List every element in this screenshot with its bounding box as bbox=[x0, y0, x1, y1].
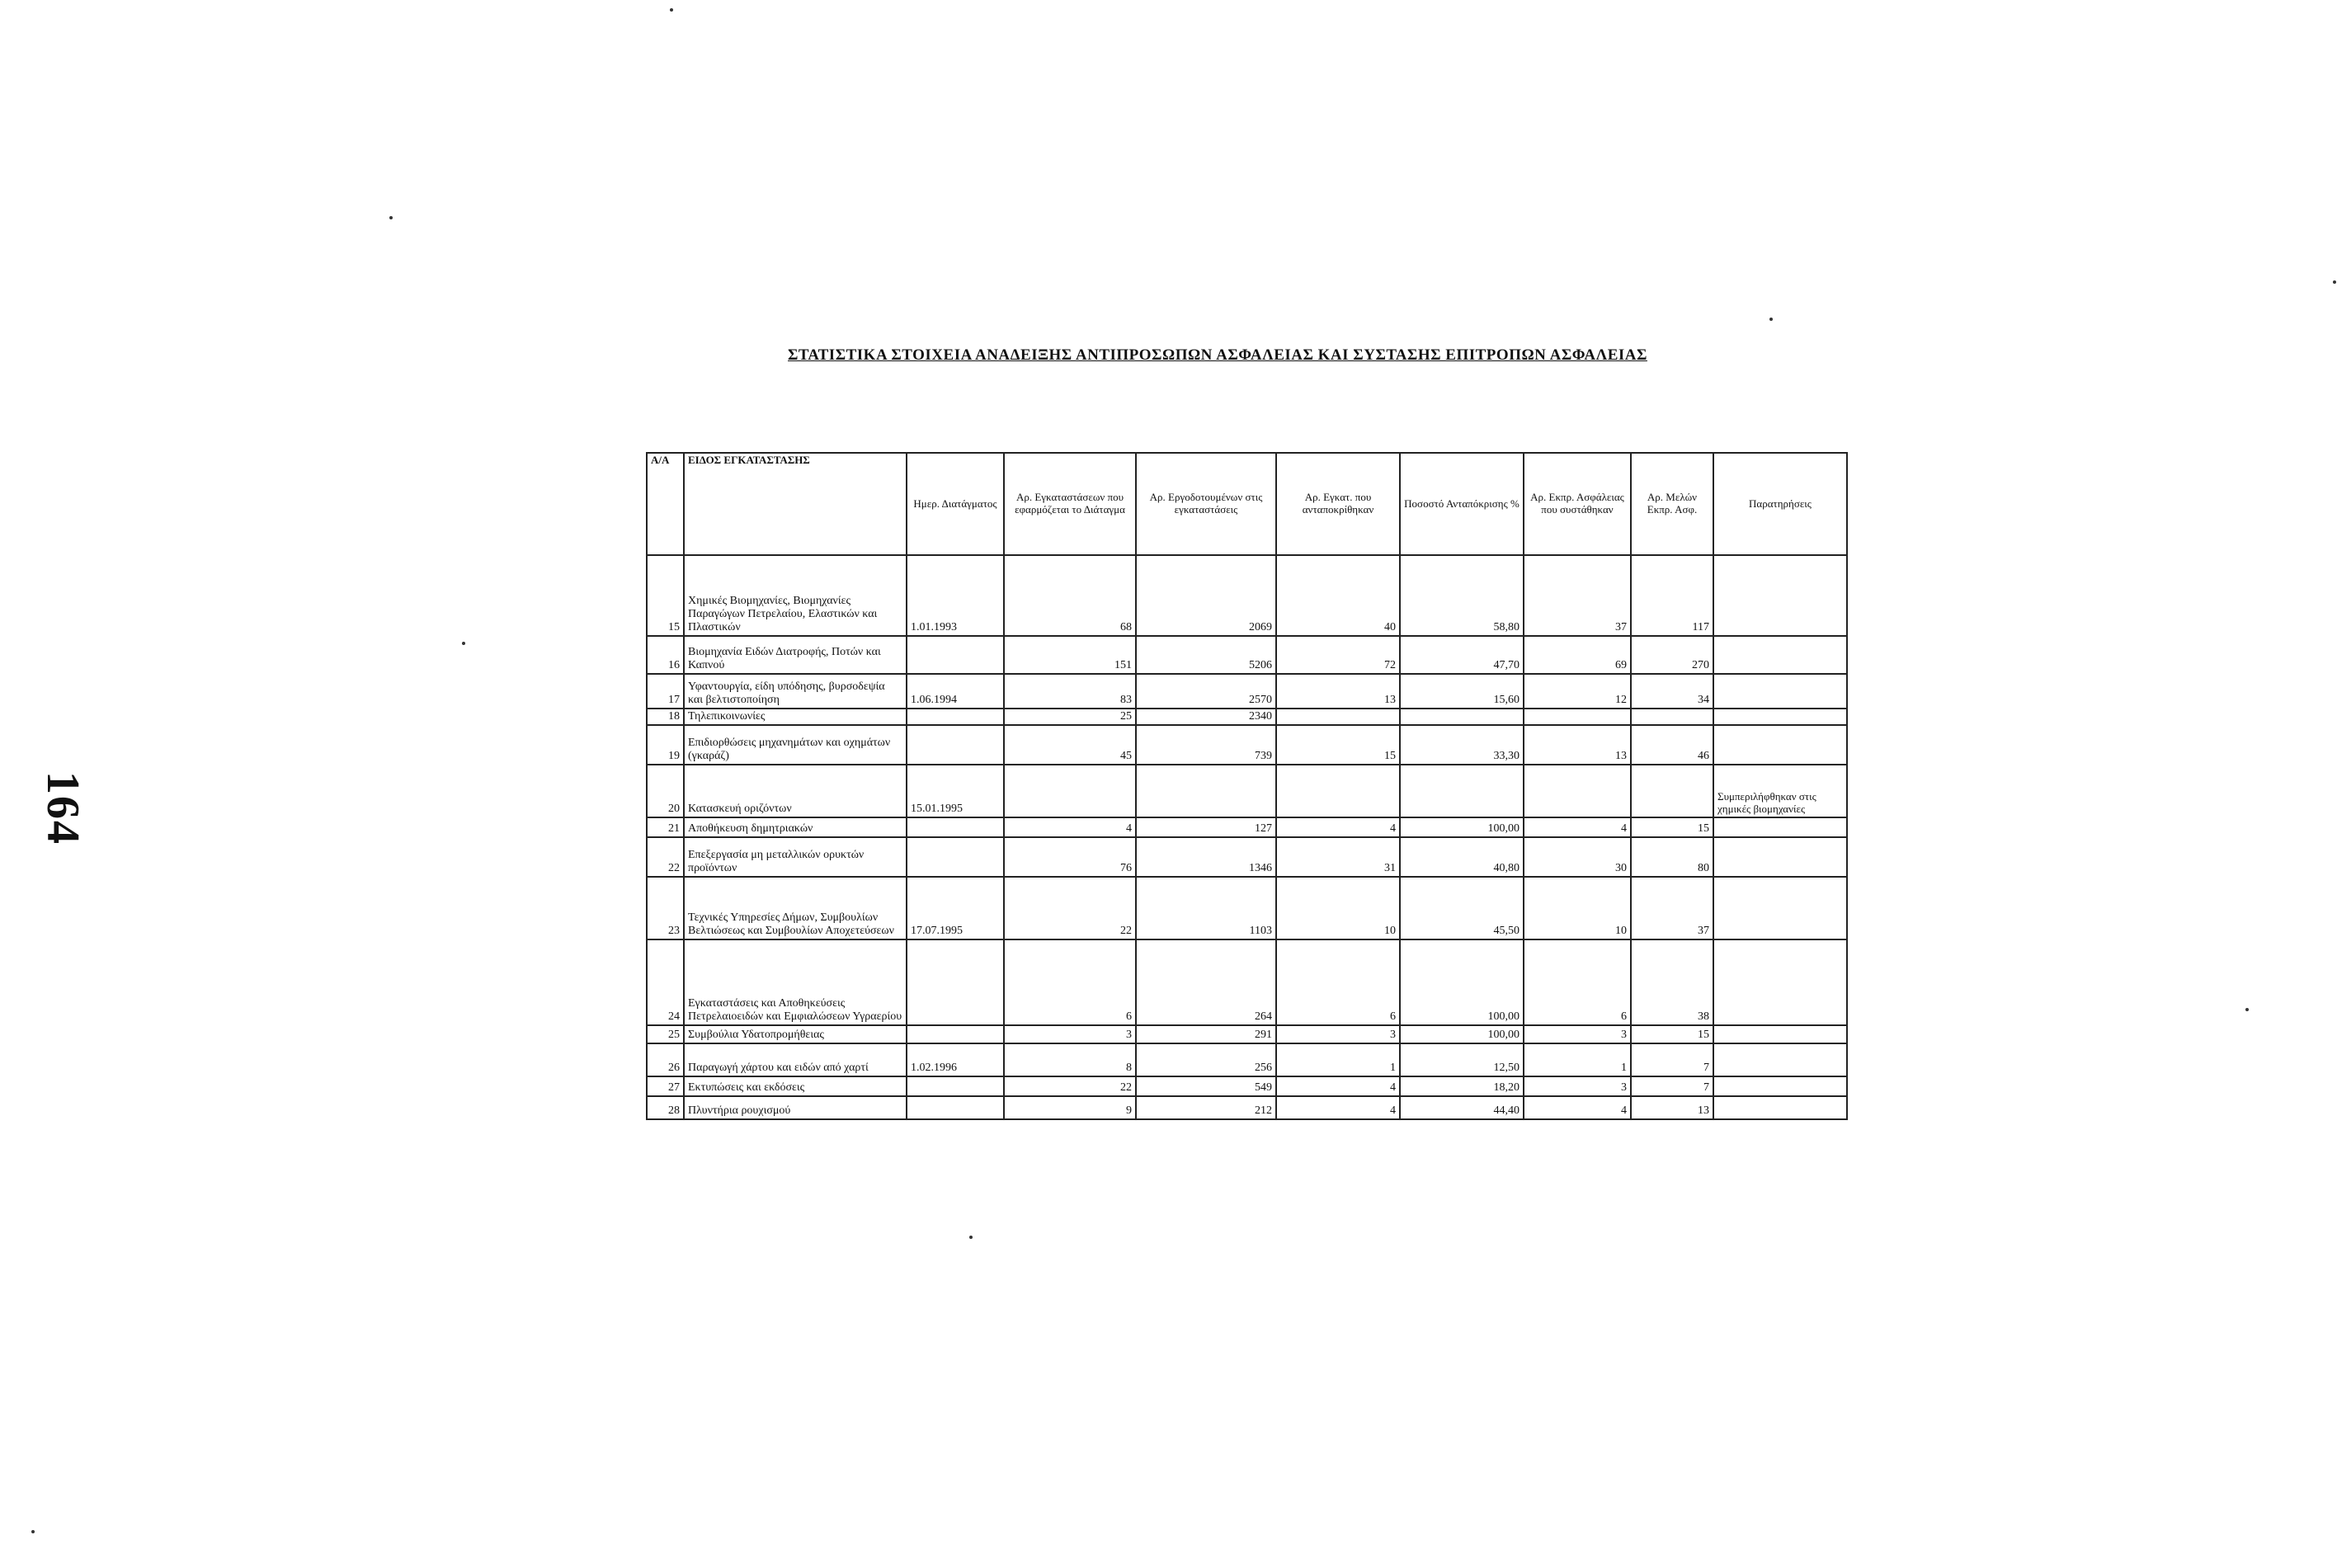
cell-rep-members: 37 bbox=[1631, 877, 1713, 939]
scan-speck bbox=[670, 8, 673, 12]
cell-rep-members: 7 bbox=[1631, 1043, 1713, 1076]
cell-installations-count bbox=[1004, 765, 1136, 817]
scan-speck bbox=[31, 1530, 35, 1533]
cell-installations-count: 4 bbox=[1004, 817, 1136, 837]
cell-responded-count: 3 bbox=[1276, 1025, 1400, 1043]
cell-employees-count bbox=[1136, 765, 1276, 817]
cell-installation-type: Τηλεπικοινωνίες bbox=[684, 709, 907, 725]
cell-rep-members: 117 bbox=[1631, 555, 1713, 636]
cell-safety-reps bbox=[1524, 765, 1631, 817]
header-rep-members: Αρ. Μελών Εκπρ. Ασφ. bbox=[1631, 453, 1713, 555]
cell-responded-count: 1 bbox=[1276, 1043, 1400, 1076]
header-response-percent: Ποσοστό Ανταπόκρισης % bbox=[1400, 453, 1524, 555]
scan-speck bbox=[1769, 318, 1773, 321]
cell-installation-type: Εγκαταστάσεις και Αποθηκεύσεις Πετρελαιοειδών και Εμφιαλώσεων Υγραερίου bbox=[684, 939, 907, 1025]
header-installation-type: ΕΙΔΟΣ ΕΓΚΑΤΑΣΤΑΣΗΣ bbox=[684, 453, 907, 555]
cell-responded-count: 13 bbox=[1276, 674, 1400, 709]
table-row bbox=[647, 837, 1847, 877]
cell-employees-count: 1103 bbox=[1136, 877, 1276, 939]
cell-safety-reps: 10 bbox=[1524, 877, 1631, 939]
cell-rep-members bbox=[1631, 765, 1713, 817]
cell-installation-type: Κατασκευή οριζόντων bbox=[684, 765, 907, 817]
table-row bbox=[647, 765, 1847, 817]
cell-installation-type: Πλυντήρια ρουχισμού bbox=[684, 1096, 907, 1119]
header-installations-count: Αρ. Εγκαταστάσεων που εφαρμόζεται το Διάταγμα bbox=[1004, 453, 1136, 555]
cell-safety-reps: 30 bbox=[1524, 837, 1631, 877]
cell-safety-reps: 4 bbox=[1524, 817, 1631, 837]
document-title: ΣΤΑΤΙΣΤΙΚΑ ΣΤΟΙΧΕΙΑ ΑΝΑΔΕΙΞΗΣ ΑΝΤΙΠΡΟΣΩΠΩΝ ΑΣΦΑΛΕΙΑΣ ΚΑΙ ΣΥΣΤΑΣΗΣ ΕΠΙΤΡΟΠΩΝ ΑΣΦΑΛΕΙΑΣ bbox=[788, 346, 1647, 364]
cell-employees-count: 2340 bbox=[1136, 709, 1276, 725]
cell-installations-count: 22 bbox=[1004, 877, 1136, 939]
cell-installations-count: 22 bbox=[1004, 1076, 1136, 1096]
cell-notes bbox=[1713, 1025, 1847, 1043]
cell-decree-date: 15.01.1995 bbox=[907, 765, 1004, 817]
cell-decree-date bbox=[907, 1076, 1004, 1096]
cell-notes bbox=[1713, 1043, 1847, 1076]
cell-installations-count: 3 bbox=[1004, 1025, 1136, 1043]
header-decree-date: Ημερ. Διατάγματος bbox=[907, 453, 1004, 555]
cell-employees-count: 127 bbox=[1136, 817, 1276, 837]
cell-decree-date bbox=[907, 709, 1004, 725]
cell-employees-count: 2069 bbox=[1136, 555, 1276, 636]
cell-aa: 24 bbox=[647, 939, 684, 1025]
cell-safety-reps: 13 bbox=[1524, 725, 1631, 765]
table-row bbox=[647, 939, 1847, 1025]
cell-response-percent: 44,40 bbox=[1400, 1096, 1524, 1119]
cell-notes bbox=[1713, 709, 1847, 725]
cell-aa: 23 bbox=[647, 877, 684, 939]
cell-notes: Συμπεριλήφθηκαν στις χημικές βιομηχανίες bbox=[1713, 765, 1847, 817]
cell-installation-type: Παραγωγή χάρτου και ειδών από χαρτί bbox=[684, 1043, 907, 1076]
cell-rep-members: 80 bbox=[1631, 837, 1713, 877]
cell-installations-count: 9 bbox=[1004, 1096, 1136, 1119]
table-row bbox=[647, 1076, 1847, 1096]
cell-aa: 18 bbox=[647, 709, 684, 725]
cell-decree-date bbox=[907, 939, 1004, 1025]
cell-employees-count: 549 bbox=[1136, 1076, 1276, 1096]
cell-aa: 22 bbox=[647, 837, 684, 877]
cell-aa: 19 bbox=[647, 725, 684, 765]
cell-installation-type: Επεξεργασία μη μεταλλικών ορυκτών προϊόντων bbox=[684, 837, 907, 877]
table-row bbox=[647, 1025, 1847, 1043]
cell-aa: 25 bbox=[647, 1025, 684, 1043]
cell-installations-count: 83 bbox=[1004, 674, 1136, 709]
cell-installations-count: 6 bbox=[1004, 939, 1136, 1025]
cell-employees-count: 256 bbox=[1136, 1043, 1276, 1076]
cell-aa: 15 bbox=[647, 555, 684, 636]
cell-responded-count: 40 bbox=[1276, 555, 1400, 636]
cell-safety-reps: 37 bbox=[1524, 555, 1631, 636]
cell-rep-members: 7 bbox=[1631, 1076, 1713, 1096]
page-number: 164 bbox=[37, 771, 88, 845]
cell-employees-count: 739 bbox=[1136, 725, 1276, 765]
cell-response-percent: 15,60 bbox=[1400, 674, 1524, 709]
cell-notes bbox=[1713, 837, 1847, 877]
cell-responded-count: 4 bbox=[1276, 1076, 1400, 1096]
cell-decree-date bbox=[907, 1025, 1004, 1043]
cell-response-percent: 18,20 bbox=[1400, 1076, 1524, 1096]
cell-aa: 21 bbox=[647, 817, 684, 837]
cell-response-percent: 45,50 bbox=[1400, 877, 1524, 939]
cell-safety-reps: 4 bbox=[1524, 1096, 1631, 1119]
header-notes: Παρατηρήσεις bbox=[1713, 453, 1847, 555]
header-aa: Α/Α bbox=[647, 453, 684, 555]
cell-safety-reps: 3 bbox=[1524, 1076, 1631, 1096]
scan-speck bbox=[2333, 280, 2336, 284]
cell-decree-date: 1.06.1994 bbox=[907, 674, 1004, 709]
cell-installation-type: Βιομηχανία Ειδών Διατροφής, Ποτών και Καπνού bbox=[684, 636, 907, 674]
cell-responded-count: 15 bbox=[1276, 725, 1400, 765]
cell-rep-members: 15 bbox=[1631, 817, 1713, 837]
table-row bbox=[647, 1096, 1847, 1119]
cell-aa: 26 bbox=[647, 1043, 684, 1076]
cell-notes bbox=[1713, 725, 1847, 765]
cell-safety-reps: 69 bbox=[1524, 636, 1631, 674]
header-responded-count: Αρ. Εγκατ. που ανταποκρίθηκαν bbox=[1276, 453, 1400, 555]
cell-rep-members: 38 bbox=[1631, 939, 1713, 1025]
cell-installation-type: Επιδιορθώσεις μηχανημάτων και οχημάτων (γκαράζ) bbox=[684, 725, 907, 765]
cell-aa: 16 bbox=[647, 636, 684, 674]
table-row bbox=[647, 709, 1847, 725]
cell-notes bbox=[1713, 817, 1847, 837]
scan-speck bbox=[969, 1236, 973, 1239]
cell-employees-count: 212 bbox=[1136, 1096, 1276, 1119]
scan-speck bbox=[389, 216, 393, 219]
cell-notes bbox=[1713, 555, 1847, 636]
scan-speck bbox=[2245, 1008, 2249, 1011]
cell-employees-count: 2570 bbox=[1136, 674, 1276, 709]
cell-response-percent: 33,30 bbox=[1400, 725, 1524, 765]
table-row bbox=[647, 674, 1847, 709]
cell-installations-count: 151 bbox=[1004, 636, 1136, 674]
cell-notes bbox=[1713, 1096, 1847, 1119]
cell-decree-date: 1.02.1996 bbox=[907, 1043, 1004, 1076]
cell-installations-count: 68 bbox=[1004, 555, 1136, 636]
cell-decree-date bbox=[907, 817, 1004, 837]
cell-installations-count: 76 bbox=[1004, 837, 1136, 877]
cell-response-percent: 100,00 bbox=[1400, 939, 1524, 1025]
cell-notes bbox=[1713, 1076, 1847, 1096]
table-row bbox=[647, 636, 1847, 674]
cell-decree-date bbox=[907, 725, 1004, 765]
cell-installations-count: 8 bbox=[1004, 1043, 1136, 1076]
cell-responded-count: 10 bbox=[1276, 877, 1400, 939]
table-row bbox=[647, 725, 1847, 765]
cell-installation-type: Συμβούλια Υδατοπρομήθειας bbox=[684, 1025, 907, 1043]
cell-notes bbox=[1713, 877, 1847, 939]
cell-employees-count: 291 bbox=[1136, 1025, 1276, 1043]
cell-employees-count: 264 bbox=[1136, 939, 1276, 1025]
cell-safety-reps: 12 bbox=[1524, 674, 1631, 709]
cell-rep-members: 46 bbox=[1631, 725, 1713, 765]
cell-response-percent bbox=[1400, 709, 1524, 725]
cell-employees-count: 1346 bbox=[1136, 837, 1276, 877]
table-row bbox=[647, 555, 1847, 636]
cell-aa: 28 bbox=[647, 1096, 684, 1119]
cell-decree-date bbox=[907, 1096, 1004, 1119]
cell-responded-count: 72 bbox=[1276, 636, 1400, 674]
statistics-table bbox=[646, 452, 1848, 1120]
cell-responded-count: 6 bbox=[1276, 939, 1400, 1025]
cell-rep-members: 270 bbox=[1631, 636, 1713, 674]
cell-installation-type: Χημικές Βιομηχανίες, Βιομηχανίες Παραγώγων Πετρελαίου, Ελαστικών και Πλαστικών bbox=[684, 555, 907, 636]
cell-response-percent bbox=[1400, 765, 1524, 817]
cell-aa: 27 bbox=[647, 1076, 684, 1096]
scan-speck bbox=[462, 642, 465, 645]
cell-rep-members: 34 bbox=[1631, 674, 1713, 709]
cell-decree-date: 1.01.1993 bbox=[907, 555, 1004, 636]
cell-installations-count: 45 bbox=[1004, 725, 1136, 765]
cell-notes bbox=[1713, 939, 1847, 1025]
table-row bbox=[647, 877, 1847, 939]
table-row bbox=[647, 817, 1847, 837]
cell-responded-count: 31 bbox=[1276, 837, 1400, 877]
cell-installations-count: 25 bbox=[1004, 709, 1136, 725]
cell-notes bbox=[1713, 636, 1847, 674]
cell-decree-date bbox=[907, 837, 1004, 877]
header-employees-count: Αρ. Εργοδοτουμένων στις εγκαταστάσεις bbox=[1136, 453, 1276, 555]
cell-response-percent: 100,00 bbox=[1400, 1025, 1524, 1043]
cell-rep-members bbox=[1631, 709, 1713, 725]
table-header-row bbox=[647, 453, 1847, 555]
cell-responded-count bbox=[1276, 765, 1400, 817]
table-row bbox=[647, 1043, 1847, 1076]
header-safety-reps: Αρ. Εκπρ. Ασφάλειας που συστάθηκαν bbox=[1524, 453, 1631, 555]
cell-installation-type: Εκτυπώσεις και εκδόσεις bbox=[684, 1076, 907, 1096]
cell-response-percent: 100,00 bbox=[1400, 817, 1524, 837]
cell-decree-date bbox=[907, 636, 1004, 674]
cell-responded-count bbox=[1276, 709, 1400, 725]
cell-decree-date: 17.07.1995 bbox=[907, 877, 1004, 939]
cell-aa: 17 bbox=[647, 674, 684, 709]
cell-aa: 20 bbox=[647, 765, 684, 817]
cell-responded-count: 4 bbox=[1276, 1096, 1400, 1119]
cell-safety-reps: 6 bbox=[1524, 939, 1631, 1025]
cell-safety-reps bbox=[1524, 709, 1631, 725]
cell-notes bbox=[1713, 674, 1847, 709]
cell-installation-type: Αποθήκευση δημητριακών bbox=[684, 817, 907, 837]
cell-safety-reps: 3 bbox=[1524, 1025, 1631, 1043]
cell-employees-count: 5206 bbox=[1136, 636, 1276, 674]
cell-installation-type: Υφαντουργία, είδη υπόδησης, βυρσοδεψία και βελτιστοποίηση bbox=[684, 674, 907, 709]
cell-response-percent: 40,80 bbox=[1400, 837, 1524, 877]
cell-responded-count: 4 bbox=[1276, 817, 1400, 837]
cell-installation-type: Τεχνικές Υπηρεσίες Δήμων, Συμβουλίων Βελτιώσεως και Συμβουλίων Αποχετεύσεων bbox=[684, 877, 907, 939]
cell-response-percent: 12,50 bbox=[1400, 1043, 1524, 1076]
cell-response-percent: 47,70 bbox=[1400, 636, 1524, 674]
cell-rep-members: 15 bbox=[1631, 1025, 1713, 1043]
cell-safety-reps: 1 bbox=[1524, 1043, 1631, 1076]
cell-rep-members: 13 bbox=[1631, 1096, 1713, 1119]
cell-response-percent: 58,80 bbox=[1400, 555, 1524, 636]
